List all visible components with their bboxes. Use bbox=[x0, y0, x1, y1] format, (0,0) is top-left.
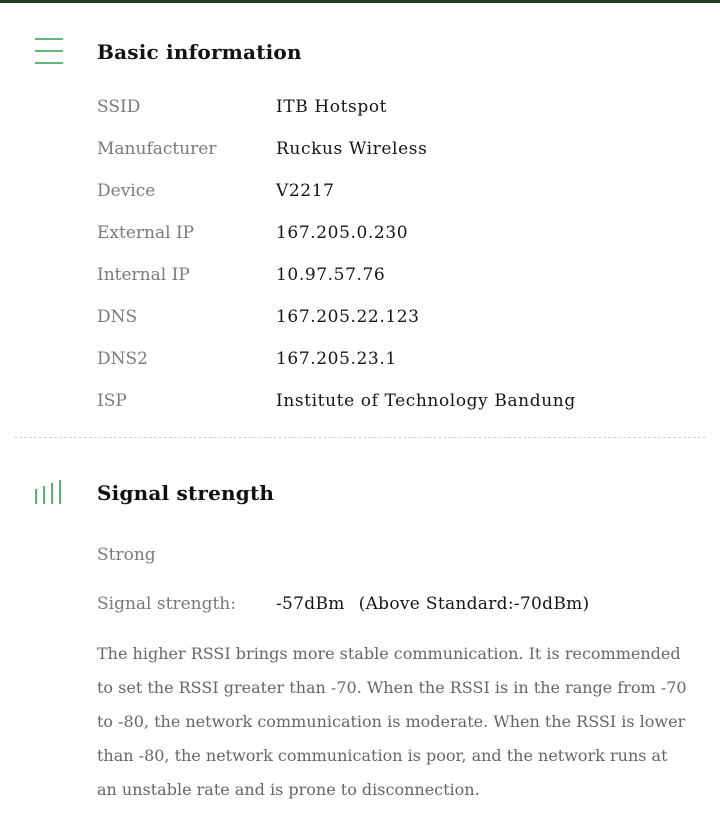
signal-header bbox=[0, 473, 720, 513]
info-row-manufacturer bbox=[0, 134, 720, 164]
info-row-external-ip bbox=[0, 218, 720, 248]
info-row-device bbox=[0, 176, 720, 206]
signal-strength-value: -57dBm bbox=[276, 594, 345, 614]
signal-level-text: Strong bbox=[97, 545, 156, 565]
info-value: ITB Hotspot bbox=[276, 97, 388, 117]
info-row-dns bbox=[0, 302, 720, 332]
menu-lines-icon bbox=[34, 32, 64, 72]
basic-info-header bbox=[0, 32, 720, 72]
rssi-description: The higher RSSI brings more stable communication. It is recommended to set the RSSI greater than -70. When the RSSI is in the range from -70 to -80, the network communication is moderate. When the RSSI is lower than -80, the network communication is poor, and the network runs at an unstable rate and is prone to disconnection. bbox=[97, 644, 687, 799]
info-row-internal-ip bbox=[0, 260, 720, 290]
info-label: ISP bbox=[97, 391, 127, 411]
signal-strength-label: Signal strength: bbox=[97, 594, 236, 614]
info-row-isp bbox=[0, 386, 720, 416]
info-label: SSID bbox=[97, 97, 141, 117]
info-value: 167.205.23.1 bbox=[276, 349, 397, 369]
section-divider bbox=[14, 437, 706, 438]
signal-title: Signal strength bbox=[97, 481, 275, 505]
info-value: Ruckus Wireless bbox=[276, 139, 428, 159]
info-label: Device bbox=[97, 181, 156, 201]
info-label: DNS bbox=[97, 307, 138, 327]
info-label: DNS2 bbox=[97, 349, 148, 369]
info-label: Internal IP bbox=[97, 265, 190, 285]
signal-standard-text: (Above Standard:-70dBm) bbox=[358, 594, 590, 614]
info-value: Institute of Technology Bandung bbox=[276, 391, 576, 411]
signal-strength-readout bbox=[276, 589, 590, 619]
basic-info-title: Basic information bbox=[97, 40, 302, 64]
window-top-bar bbox=[0, 0, 720, 3]
info-row-dns2 bbox=[0, 344, 720, 374]
info-value: 10.97.57.76 bbox=[276, 265, 386, 285]
info-value: 167.205.0.230 bbox=[276, 223, 409, 243]
info-value: V2217 bbox=[276, 181, 335, 201]
info-value: 167.205.22.123 bbox=[276, 307, 420, 327]
signal-bars-icon bbox=[34, 473, 64, 513]
info-label: External IP bbox=[97, 223, 195, 243]
info-label: Manufacturer bbox=[97, 139, 217, 159]
info-row-ssid bbox=[0, 92, 720, 122]
